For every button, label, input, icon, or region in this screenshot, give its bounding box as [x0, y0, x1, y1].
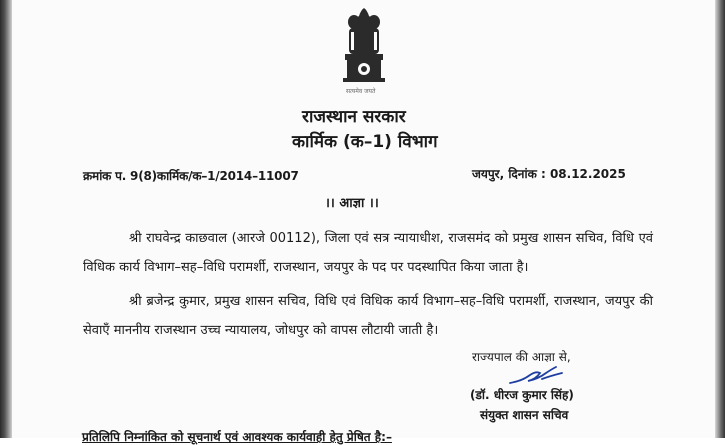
signatory-designation: संयुक्त शासन सचिव [480, 408, 569, 422]
scan-edge-right [715, 0, 725, 438]
order-paragraph-1: श्री राघवेन्द्र काछवाल (आरजे 00112), जिला एवं सत्र न्यायाधीश, राजसमंद को प्रमुख शासन सचिव, विधि एवं विधिक कार्य विभाग–सह–विधि परामर्शी, राजस्थान, जयपुर के पद पर पदस्थापित किया जाता है। [83, 231, 653, 275]
reference-number: क्रमांक प. 9(8)कार्मिक/क–1/2014–11007 [83, 169, 299, 183]
department-title: कार्मिक (क–1) विभाग [292, 132, 438, 152]
order-heading: ।। आज्ञा ।। [325, 196, 379, 211]
government-title: राजस्थान सरकार [302, 107, 406, 127]
emblem-motto: सत्यमेव जयते [346, 88, 376, 95]
state-emblem-icon [337, 6, 391, 96]
copy-to-line: प्रतिलिपि निम्नांकित को सूचनार्थ एवं आवश्यक कार्यवाही हेतु प्रेषित है:– [82, 430, 392, 444]
scan-edge-left [0, 0, 12, 438]
by-order-line: राज्यपाल की आज्ञा से, [472, 350, 571, 364]
signatory-name: (डॉ. धीरज कुमार सिंह) [470, 388, 574, 402]
place-date: जयपुर, दिनांक : 08.12.2025 [472, 167, 626, 181]
order-paragraph-2: श्री ब्रजेन्द्र कुमार, प्रमुख शासन सचिव, विधि एवं विधिक कार्य विभाग–सह–विधि परामर्शी, राजस्थान, जयपुर की सेवाएँ माननीय राजस्थान उच्च न्यायालय, जोधपुर को वापस लौटायी जाती है। [83, 294, 653, 338]
handwritten-signature [508, 365, 568, 387]
